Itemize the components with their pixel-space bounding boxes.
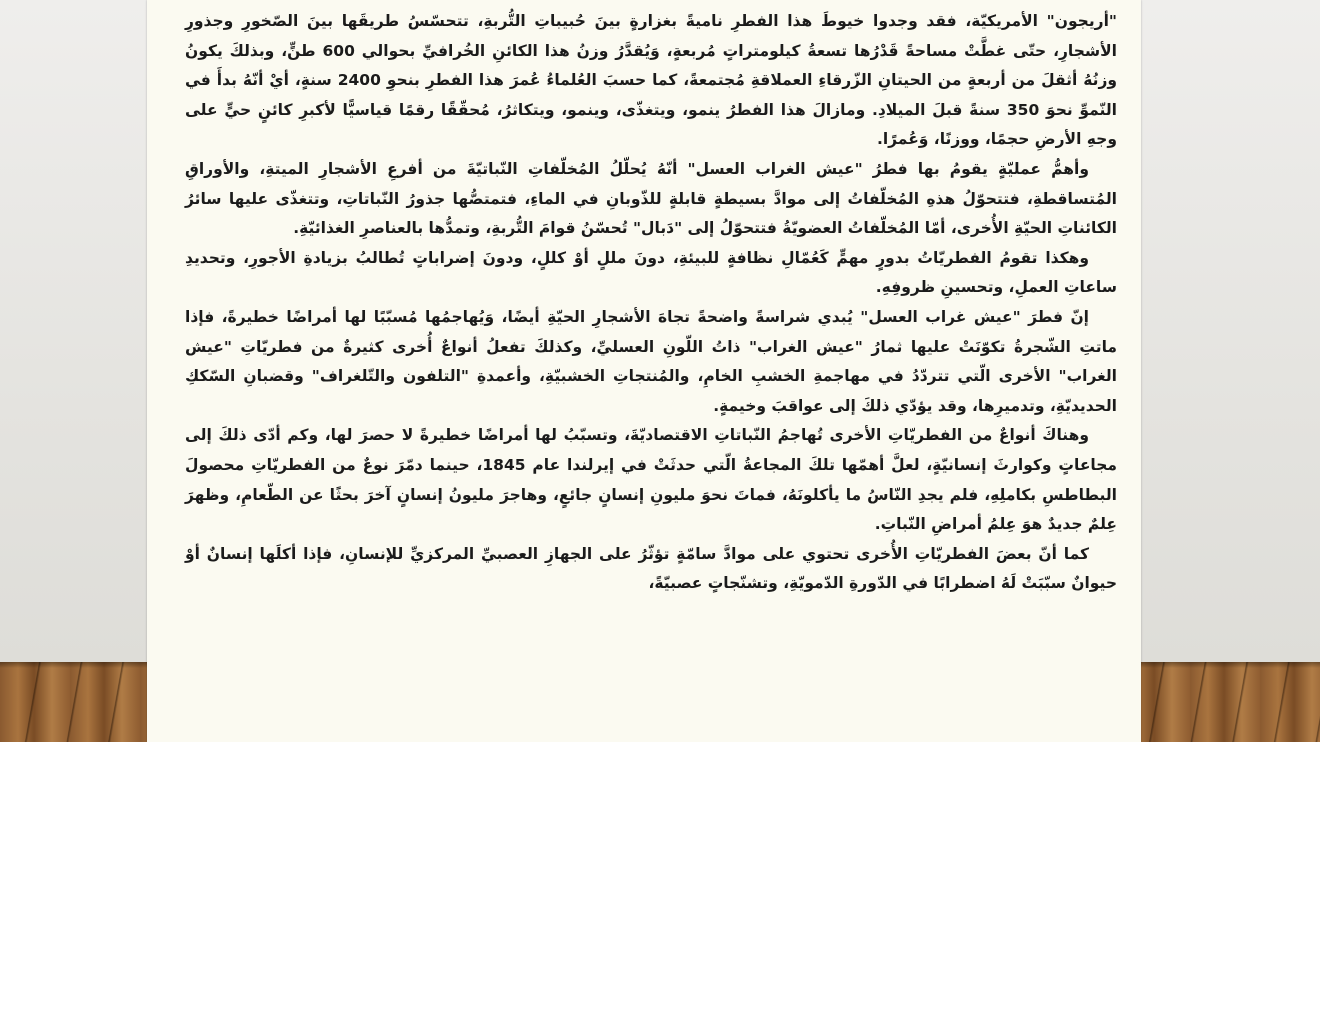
arabic-text-body [185,7,1117,599]
paragraph-5: وهناكَ أنواعٌ من الفطريّاتِ الأخرى تُهاجمُ النّباتاتِ الاقتصاديّةَ، وتسبّبُ لها أمراضًا خطيرةً لا حصرَ لها، وكم أدّى ذلكَ إلى مجاعاتٍ وكوارثَ إنسانيّةٍ، لعلَّ أهمّها تلكَ المجاعةُ الّتي حدثَتْ في إيرلندا عام 1845، حينما دمّرَ نوعٌ من الفطريّاتِ محصولَ البطاطسِ بكاملِهِ، فلم يجدِ النّاسُ ما يأكلونَهُ، فماتَ نحوَ مليونِ إنسانٍ جائعٍ، وهاجرَ مليونُ إنسانٍ آخرَ بحثًا عن الطّعامِ، وظهرَ عِلمٌ جديدٌ هوَ عِلمُ أمراضِ النّباتِ. [185,426,1117,534]
scanned-page [147,0,1141,742]
paragraph-3: وهكذا تقومُ الفطريّاتُ بدورٍ مهمٍّ كَعُمّالِ نظافةٍ للبيئةِ، دونَ مللٍ أوْ كللٍ، ودونَ إضراباتٍ تُطالبُ بزيادةِ الأجورِ، وتحديدِ ساعاتِ العملِ، وتحسينِ ظروفِهِ. [185,248,1117,297]
paragraph-4: إنّ فطرَ "عيش غراب العسل" يُبدي شراسةً واضحةً تجاهَ الأشجارِ الحيّةِ أيضًا، وَيُهاجمُها مُسبّبًا لها أمراضًا خطيرةً، فإذا ماتتِ الشّجرةُ تكوّنَتْ عليها ثمارُ "عيش الغراب" ذاتُ اللّونِ العسليِّ، وكذلكَ تفعلُ أنواعٌ أُخرى كثيرةٌ من فطريّاتِ "عيش الغراب" الأخرى الّتي تتردّدُ في مهاجمةِ الخشبِ الخامِ، والمُنتجاتِ الخشبيّةِ، وأعمدةِ "التلفون والتّلغراف" وقضبانِ السّككِ الحديديّةِ، وتدميرِها، وقد يؤدّي ذلكَ إلى عواقبَ وخيمةٍ. [185,307,1117,415]
paragraph-2: وأهمُّ عمليّةٍ يقومُ بها فطرُ "عيش الغراب العسل" أنّهُ يُحلّلُ المُخلّفاتِ النّباتيّةَ من أفرعِ الأشجارِ الميتةِ، والأوراقِ المُتساقطةِ، فتتحوّلُ هذهِ المُخلّفاتُ إلى موادَّ بسيطةٍ قابلةٍ للذّوبانِ في الماءِ، فتمتصُّها جذورُ النّباتاتِ، وتتغذّى عليها سائرُ الكائناتِ الحيّةِ الأُخرى، أمّا المُخلّفاتُ العضويّةُ فتتحوّلُ إلى "دَبال" تُحسّنُ قوامَ التُّربةِ، وتمدُّها بالعناصرِ الغذائيّةِ. [185,159,1117,238]
paragraph-1: "أريجون" الأمريكيّة، فقد وجدوا خيوطَ هذا الفطرِ ناميةً بغزارةٍ بينَ حُبيباتِ التُّربةِ، تتحسّسُ طريقَها بينَ الصّخورِ وجذورِ الأشجارِ، حتّى غطَّتْ مساحةً قَدْرُها تسعةُ كيلومتراتٍ مُربعةٍ، وَيُقدَّرُ وزنُ هذا الكائنِ الخُرافيِّ بحوالي 600 طنٍّ، وبذلكَ يكونُ وزنُهُ أثقلَ من أربعةٍ من الحيتانِ الزّرقاءِ العملاقةِ مُجتمعةً، كما حسبَ العُلماءُ عُمرَ هذا الفطرِ بنحوِ 2400 سنةٍ، أيْ أنّهُ بدأَ في النّموِّ نحوَ 350 سنةً قبلَ الميلادِ. ومازالَ هذا الفطرُ ينمو، ويتغذّى، وينمو، ويتكاثرُ، مُحقّقًا رقمًا قياسيًّا لأكبرِ كائنٍ حيٍّ على وجهِ الأرضِ حجمًا، ووزنًا، وَعُمرًا. [185,12,1118,149]
paragraph-6: كما أنّ بعضَ الفطريّاتِ الأُخرى تحتوي على موادَّ سامّةٍ تؤثّرُ على الجهازِ العصبيِّ المركزيِّ للإنسانِ، فإذا أكلَها إنسانٌ أوْ حيوانٌ سبّبَتْ لَهُ اضطرابًا في الدّورةِ الدّمويّةِ، وتشنّجاتٍ عصبيّةً، [185,544,1117,593]
